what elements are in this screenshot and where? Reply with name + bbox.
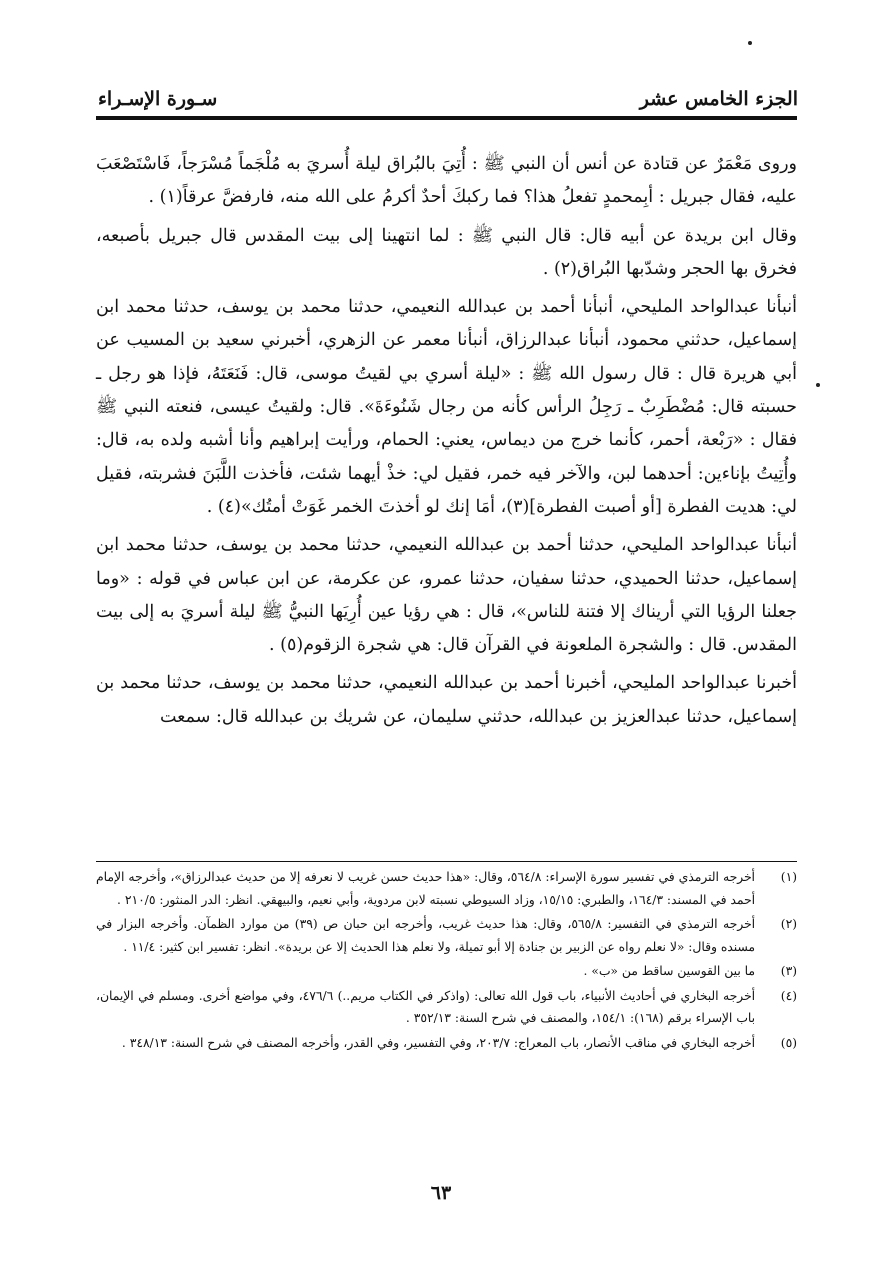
- paragraph: أخبرنا عبدالواحد المليحي، أخبرنا أحمد بن عبدالله النعيمي، حدثنا محمد بن يوسف، حدثنا محمد بن إسماعيل، حدثنا عبدالعزيز بن عبدالله، حدثني سليمان، عن شريك بن عبدالله قال: سمعت: [96, 673, 797, 727]
- footnotes: [96, 866, 797, 1056]
- paragraph: وروى مَعْمَرٌ عن قتادة عن أنس أن النبي ﷺ : أُتِيَ بالبُراق ليلة أُسريَ به مُلْجَماً مُسْرَجاً، فَاسْتَصْعَبَ عليه، فقال جبريل : أبِمحمدٍ تفعلُ هذا؟ فما ركبكَ أحدٌ أكرمُ على الله منه، فارفضَّ عرقاً(١) .: [96, 154, 797, 208]
- paragraph: أنبأنا عبدالواحد المليحي، أنبأنا أحمد بن عبدالله النعيمي، حدثنا محمد بن يوسف، حدثنا محمد ابن إسماعيل، حدثني محمود، أنبأنا عبدالرزاق، أنبأنا معمر عن الزهري، أخبرني سعيد بن المسيب عن أبي هريرة قال : قال رسول الله ﷺ : «ليلة أسري بي لقيتُ موسى، قال: فَنَعَتَهُ، فإذا هو رجل ـ حسبته قال: مُضْطَرِبٌ ـ رَجِلُ الرأس كأنه من رجال شَنُوءَةَ». قال: ولقيتُ عيسى، فنعته النبي ﷺ فقال : «رَبْعة، أحمر، كأنما خرج من ديماس، يعني: الحمام، ورأيت إبراهيم وأنا أشبه ولده به، قال: وأُتِيتُ بإناءين: أحدهما لبن، والآخر فيه خمر، فقيل لي: خذْ أيهما شئت، فأخذت اللَّبَنَ فشربته، فقيل لي: هديت الفطرة [أو أصبت الفطرة](٣)، أمَا إنك لو أخذتَ الخمر غَوَتْ أمتُك»(٤) .: [96, 297, 797, 517]
- footnote-text: أخرجه الترمذي في التفسير: ٥٦٥/٨، وقال: هذا حديث غريب، وأخرجه ابن حبان ص (٣٩) من موارد الظمآن. وأخرجه البزار في مسنده وقال: «لا نعلم رواه عن الزبير بن جنادة إلا أبو تميلة، ولا نعلم هذا الحديث إلا عن بريدة». انظر: تفسير ابن كثير: ١١/٤ .: [96, 917, 756, 954]
- footnote-number: (٣): [780, 964, 797, 978]
- running-header: [98, 72, 798, 110]
- main-text: [96, 148, 797, 734]
- footnote: [96, 960, 797, 983]
- footnote-text: ما بين القوسين ساقط من «ب» .: [583, 964, 755, 978]
- footnote-text: أخرجه الترمذي في تفسير سورة الإسراء: ٥٦٤/٨، وقال: «هذا حديث حسن غريب لا نعرفه إلا من حديث عبدالرزاق»، وأخرجه الإمام أحمد في المسند: ١٦٤/٣، والطبري: ١٥/١٥، وزاد السيوطي نسبته لابن مردوية، وأبي نعيم، والبيهقي. انظر: الدر المنثور: ٢١٠/٥ .: [96, 870, 755, 907]
- footnote-number: (٤): [780, 988, 797, 1003]
- scan-speck: [816, 383, 820, 387]
- paragraph: أنبأنا عبدالواحد المليحي، حدثنا أحمد بن عبدالله النعيمي، حدثنا محمد بن يوسف، حدثنا محمد ابن إسماعيل، حدثنا الحميدي، حدثنا سفيان، حدثنا عمرو، عن عكرمة، عن ابن عباس في قوله : «وما جعلنا الرؤيا التي أريناك إلا فتنة للناس»، قال : هي رؤيا عين أُرِيَها النبيُّ ﷺ ليلة أسريَ به إلى بيت المقدس. قال : والشجرة الملعونة في القرآن قال: هي شجرة الزقوم(٥) .: [96, 535, 797, 656]
- scan-speck: [748, 41, 752, 45]
- footnote: [96, 1032, 797, 1055]
- page-number: ٦٣: [430, 1182, 452, 1204]
- footnote: [96, 913, 797, 958]
- footnote-number: (١): [780, 870, 797, 884]
- footnote: [96, 866, 797, 911]
- footnote-text: أخرجه البخاري في مناقب الأنصار، باب المعراج: ٢٠٣/٧، وفي التفسير، وفي القدر، وأخرجه المصنف في شرح السنة: ٣٤٨/١٣ .: [121, 1035, 755, 1050]
- surah-title: سـورة الإسـراء: [98, 88, 218, 110]
- footnote-rule: [96, 861, 797, 862]
- part-title: الجزء الخامس عشر: [639, 88, 798, 110]
- footnote-text: أخرجه البخاري في أحاديث الأنبياء، باب قول الله تعالى: (واذكر في الكتاب مريم..) ٤٧٦/٦، وفي مواضع أخرى. ومسلم في الإيمان، باب الإسراء برقم (١٦٨): ١٥٤/١، والمصنف في شرح السنة: ٣٥٢/١٣ .: [96, 988, 755, 1025]
- footnote-number: (٥): [780, 1035, 797, 1050]
- footnote: [96, 985, 797, 1030]
- footnote-number: (٢): [780, 917, 797, 931]
- paragraph: وقال ابن بريدة عن أبيه قال: قال النبي ﷺ : لما انتهينا إلى بيت المقدس قال جبريل بأصبعه، فخرق بها الحجر وشدّبها البُراق(٢) .: [96, 225, 797, 279]
- header-rule: [96, 116, 797, 120]
